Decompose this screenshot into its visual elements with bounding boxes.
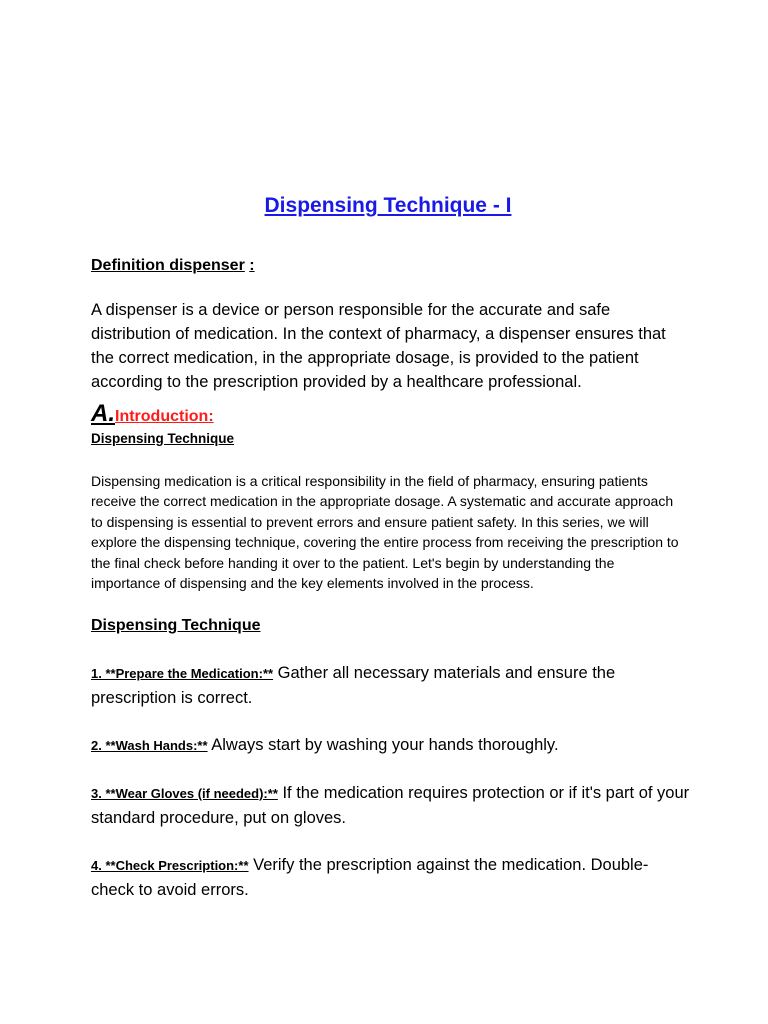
step-label: 4. **Check Prescription:** bbox=[91, 858, 249, 873]
definition-paragraph: A dispenser is a device or person responsible for the accurate and safe distribution of medication. In the context of pharmacy, a dispenser ensures that the correct medication, in the appropriate dosage, is provided to the patient according to the prescription provided by a healthcare professional. bbox=[91, 301, 666, 391]
step-item bbox=[91, 661, 691, 710]
definition-heading-text: Definition dispenser bbox=[91, 257, 245, 274]
step-label: 3. **Wear Gloves (if needed):** bbox=[91, 786, 278, 801]
definition-heading bbox=[91, 256, 255, 276]
introduction-paragraph: Dispensing medication is a critical responsibility in the field of pharmacy, ensuring patients receive the correct medication in the appropriate dosage. A systematic and accurate approach to dispensing is essential to prevent errors and ensure patient safety. In this series, we will explore the dispensing technique, covering the entire process from receiving the prescription to the final check before handing it over to the patient. Let's begin by understanding the importance of dispensing and the key elements involved in the process. bbox=[91, 473, 679, 592]
step-label: 1. **Prepare the Medication:** bbox=[91, 666, 274, 681]
page-title[interactable]: Dispensing Technique - I bbox=[264, 194, 512, 217]
section-letter: A. bbox=[91, 400, 115, 427]
step-text: Always start by washing your hands thoroughly. bbox=[207, 736, 559, 754]
introduction-subheading: Dispensing Technique bbox=[91, 431, 235, 446]
step-text: Verify the prescription against the medication. Double-check to avoid errors. bbox=[91, 856, 649, 899]
steps-heading: Dispensing Technique bbox=[91, 617, 261, 634]
step-item bbox=[91, 781, 691, 830]
step-item bbox=[91, 733, 691, 758]
step-label: 2. **Wash Hands:** bbox=[91, 738, 208, 753]
definition-heading-colon: : bbox=[249, 257, 255, 274]
step-text: If the medication requires protection or if it's part of your standard procedure, put on gloves. bbox=[91, 784, 690, 827]
step-text: Gather all necessary materials and ensure the prescription is correct. bbox=[91, 664, 616, 707]
introduction-heading bbox=[91, 399, 214, 432]
step-item bbox=[91, 853, 691, 902]
introduction-heading-text: Introduction: bbox=[115, 408, 214, 425]
